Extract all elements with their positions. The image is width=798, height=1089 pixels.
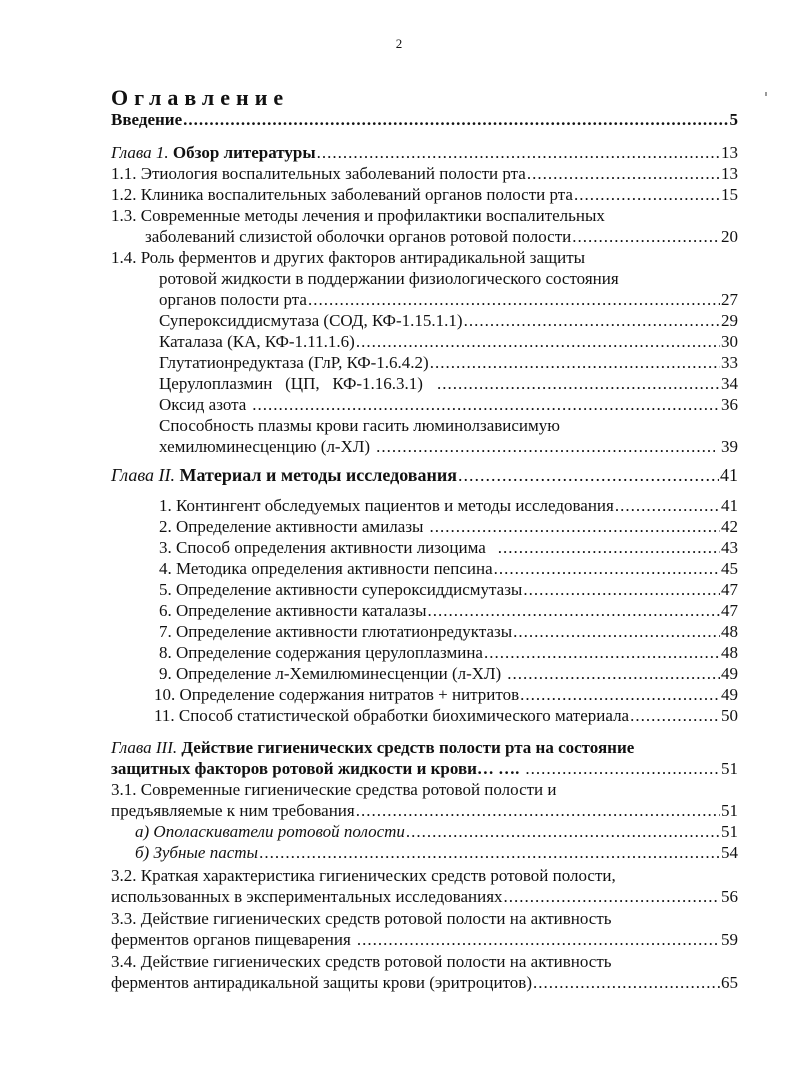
toc-entry-3-4[interactable]	[111, 973, 738, 993]
entry-label: заболеваний слизистой оболочки органов ротовой полости	[145, 227, 572, 246]
entry-label: 7. Определение активности глютатионредуктазы	[159, 622, 513, 641]
entry-label: 1. Контингент обследуемых пациентов и методы исследования	[159, 496, 614, 515]
leader-dots	[630, 706, 720, 726]
toc-entry-3-3-line1[interactable]: 3.3. Действие гигиенических средств ротовой полости на активность	[111, 909, 612, 928]
leader-dots	[484, 643, 720, 663]
leader-dots	[533, 973, 720, 993]
entry-label: 10. Определение содержания нитратов + нитритов	[154, 685, 520, 704]
leader-dots	[308, 290, 720, 310]
toc-entry-3-1-line1[interactable]: 3.1. Современные гигиенические средства ротовой полости и	[111, 780, 557, 799]
entry-label: Каталаза (КА, КФ-1.11.1.6)	[159, 332, 355, 351]
leader-dots	[513, 622, 720, 642]
chapter-title: Обзор литературы	[172, 143, 316, 162]
toc-entry-3-4-line1[interactable]: 3.4. Действие гигиенических средств ротовой полости на активность	[111, 952, 612, 971]
toc-entry-intro[interactable]	[111, 110, 738, 130]
toc-subentry-plasma[interactable]	[159, 437, 738, 457]
entry-label: 9. Определение л-Хемилюминесценции (л-ХЛ)	[159, 664, 502, 683]
leader-dots	[429, 517, 720, 537]
entry-page: 30	[721, 332, 738, 351]
leader-dots	[317, 143, 720, 163]
entry-label: б) Зубные пасты	[135, 843, 259, 862]
entry-page: 59	[721, 930, 738, 949]
leader-dots	[572, 227, 720, 247]
entry-page: 29	[721, 311, 738, 330]
toc-subentry-sod[interactable]	[159, 311, 738, 331]
toc-entry-2-11[interactable]	[154, 706, 738, 726]
leader-dots	[464, 311, 720, 331]
chapter-prefix: Глава 1.	[111, 143, 169, 162]
entry-label: 8. Определение содержания церулоплазмина	[159, 643, 483, 662]
entry-label: 3. Способ определения активности лизоцима	[159, 538, 486, 557]
toc-entry-2-10[interactable]	[154, 685, 738, 705]
entry-label: предъявляемые к ним требования	[111, 801, 355, 820]
toc-entry-1-3-line1[interactable]: 1.3. Современные методы лечения и профилактики воспалительных	[111, 206, 605, 225]
entry-page: 56	[721, 887, 738, 906]
leader-dots	[252, 395, 720, 415]
entry-page: 48	[721, 643, 738, 662]
leader-dots	[527, 164, 720, 184]
entry-page: 5	[729, 110, 738, 129]
entry-page: 51	[721, 801, 738, 820]
leader-dots	[498, 538, 720, 558]
entry-page: 51	[721, 759, 738, 778]
entry-label: ферментов органов пищеварения	[111, 930, 351, 949]
entry-label: органов полости рта	[159, 290, 307, 309]
toc-entry-chapter3-line1[interactable]	[111, 738, 634, 758]
leader-dots	[520, 685, 720, 705]
toc-entry-2-5[interactable]	[159, 580, 738, 600]
entry-page: 13	[721, 164, 738, 183]
entry-page: 49	[721, 685, 738, 704]
toc-entry-2-4[interactable]	[159, 559, 738, 579]
entry-label: Супероксиддисмутаза (СОД, КФ-1.15.1.1)	[159, 311, 463, 330]
toc-subentry-glr[interactable]	[159, 353, 738, 373]
leader-dots	[494, 559, 720, 579]
toc-entry-3-3[interactable]	[111, 930, 738, 950]
scan-mark	[765, 92, 767, 96]
toc-title: Оглавление	[111, 85, 290, 110]
leader-dots	[357, 930, 720, 950]
toc-entry-2-2[interactable]	[159, 517, 738, 537]
toc-entry-2-7[interactable]	[159, 622, 738, 642]
leader-dots	[430, 353, 720, 373]
toc-entry-1-3[interactable]	[145, 227, 738, 247]
entry-page: 41	[720, 465, 738, 485]
leader-dots	[507, 664, 720, 684]
entry-label: 6. Определение активности каталазы	[159, 601, 427, 620]
chapter-title: Материал и методы исследования	[179, 465, 457, 485]
leader-dots	[574, 185, 720, 205]
leader-dots	[525, 759, 720, 779]
entry-page: 13	[721, 143, 738, 162]
toc-entry-2-6[interactable]	[159, 601, 738, 621]
toc-entry-1-4-line2[interactable]: ротовой жидкости в поддержании физиологического состояния	[159, 269, 619, 288]
entry-page: 50	[721, 706, 738, 725]
leader-dots	[356, 801, 720, 821]
entry-page: 39	[721, 437, 738, 456]
entry-page: 47	[721, 580, 738, 599]
entry-label: ферментов антирадикальной защиты крови (эритроцитов)	[111, 973, 532, 992]
entry-page: 41	[721, 496, 738, 515]
leader-dots	[428, 601, 721, 621]
toc-entry-3-2[interactable]	[111, 887, 738, 907]
toc-subentry-cp[interactable]	[159, 374, 738, 394]
entry-page: 42	[721, 517, 738, 536]
entry-label: 4. Методика определения активности пепсина	[159, 559, 493, 578]
leader-dots	[356, 332, 720, 352]
toc-subentry-catalase[interactable]	[159, 332, 738, 352]
toc-entry-chapter3[interactable]	[111, 759, 738, 779]
entry-label: использованных в экспериментальных исследованиях	[111, 887, 503, 906]
toc-entry-chapter1[interactable]	[111, 143, 738, 163]
toc-entry-1-1[interactable]	[111, 164, 738, 184]
entry-label: 11. Способ статистической обработки биохимического материала	[154, 706, 630, 725]
toc-entry-2-1[interactable]	[159, 496, 738, 516]
page-number: 2	[395, 36, 403, 51]
entry-label: 2. Определение активности амилазы	[159, 517, 424, 536]
leader-dots	[406, 822, 720, 842]
entry-label: Введение	[111, 110, 183, 129]
entry-page: 43	[721, 538, 738, 557]
entry-label: 1.1. Этиология воспалительных заболеваний полости рта	[111, 164, 526, 183]
entry-label: Оксид азота	[159, 395, 247, 414]
toc-subentry-plasma-line1[interactable]: Способность плазмы крови гасить люминолзависимую	[159, 416, 560, 435]
leader-dots	[259, 843, 720, 863]
toc-entry-1-2[interactable]	[111, 185, 738, 205]
entry-page: 49	[721, 664, 738, 683]
toc-entry-3-1-a[interactable]	[135, 822, 738, 842]
chapter-title: Действие гигиенических средств полости рта на состояние	[181, 738, 635, 757]
entry-label: 5. Определение активности супероксиддисмутазы	[159, 580, 523, 599]
entry-label: Глутатионредуктаза (ГлР, КФ-1.6.4.2)	[159, 353, 429, 372]
entry-label: защитных факторов ротовой жидкости и крови… ….	[111, 759, 520, 778]
leader-dots	[183, 110, 728, 130]
toc-subentry-no[interactable]	[159, 395, 738, 415]
toc-entry-3-1[interactable]	[111, 801, 738, 821]
entry-page: 65	[721, 973, 738, 992]
toc-entry-2-3[interactable]	[159, 538, 738, 558]
entry-label: Церулоплазмин (ЦП, КФ-1.16.3.1)	[159, 374, 423, 393]
toc-entry-3-1-b[interactable]	[135, 843, 738, 863]
chapter-prefix: Глава II.	[111, 465, 176, 485]
toc-entry-2-8[interactable]	[159, 643, 738, 663]
toc-entry-3-2-line1[interactable]: 3.2. Краткая характеристика гигиенических средств ротовой полости,	[111, 866, 616, 885]
entry-page: 54	[721, 843, 738, 862]
entry-page: 45	[721, 559, 738, 578]
chapter-prefix: Глава III.	[111, 738, 178, 757]
toc-entry-2-9[interactable]	[159, 664, 738, 684]
leader-dots	[437, 374, 720, 394]
entry-page: 20	[721, 227, 738, 246]
leader-dots	[458, 465, 719, 485]
entry-page: 15	[721, 185, 738, 204]
leader-dots	[523, 580, 720, 600]
leader-dots	[615, 496, 720, 516]
entry-label: хемилюминесценцию (л-ХЛ)	[159, 437, 371, 456]
entry-page: 51	[721, 822, 738, 841]
leader-dots	[504, 887, 720, 907]
toc-entry-1-4[interactable]	[159, 290, 738, 310]
entry-label: а) Ополаскиватели ротовой полости	[135, 822, 405, 841]
toc-entry-1-4-line1[interactable]: 1.4. Роль ферментов и других факторов антирадикальной защиты	[111, 248, 586, 267]
leader-dots	[376, 437, 715, 457]
entry-page: 33	[721, 353, 738, 372]
entry-page: 36	[721, 395, 738, 414]
toc-entry-chapter2[interactable]	[111, 465, 738, 485]
entry-label: 1.2. Клиника воспалительных заболеваний органов полости рта	[111, 185, 573, 204]
entry-page: 47	[721, 601, 738, 620]
entry-page: 27	[721, 290, 738, 309]
entry-page: 34	[721, 374, 738, 393]
entry-page: 48	[721, 622, 738, 641]
